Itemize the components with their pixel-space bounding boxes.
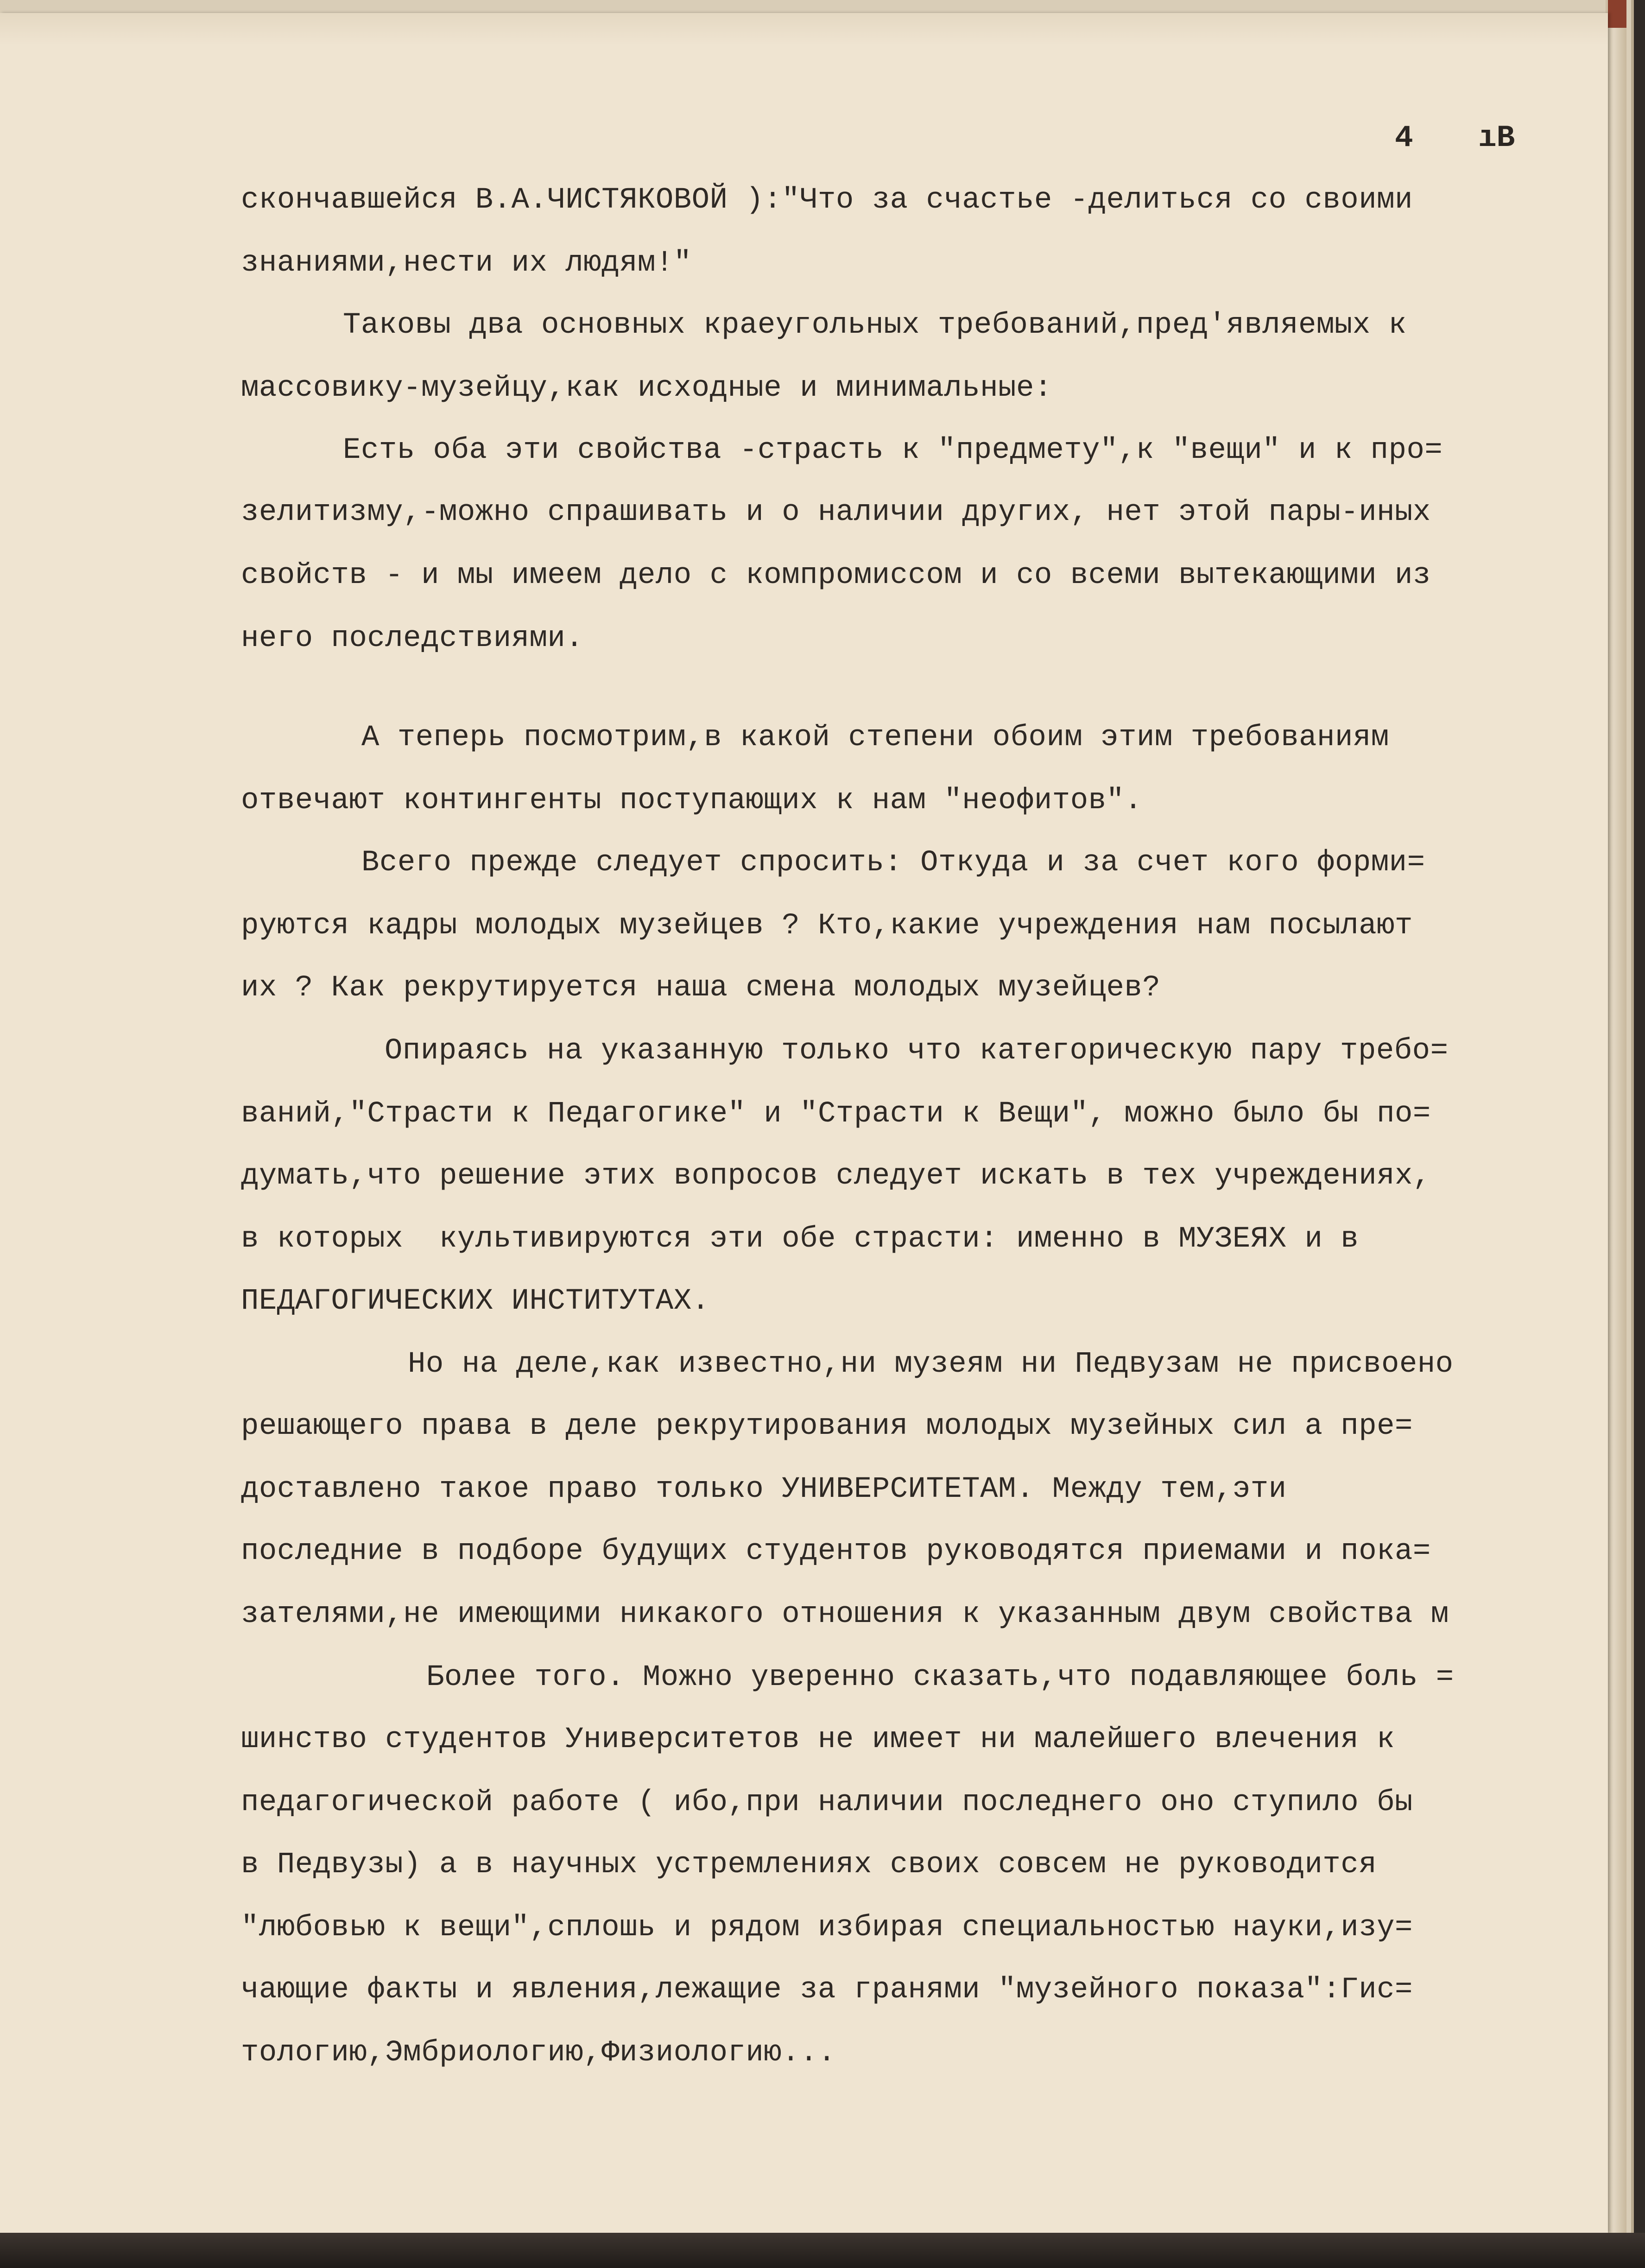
- text-line: Более того. Можно уверенно сказать,что подавляющее боль =: [426, 1661, 1454, 1694]
- binding-stripe: [1608, 0, 1626, 28]
- text-line: Всего прежде следует спросить: Откуда и за счет кого форми=: [361, 846, 1425, 880]
- text-line: отвечают контингенты поступающих к нам "неофитов".: [241, 784, 1143, 817]
- text-line: шинство студентов Университетов не имеет ни малейшего влечения к: [241, 1723, 1395, 1756]
- text-line: массовику-музейцу,как исходные и минимальные:: [241, 372, 1052, 405]
- text-line: тологию,Эмбриологию,Физиологию...: [241, 2036, 836, 2070]
- text-line: доставлено такое право только УНИВЕРСИТЕТАМ. Между тем,эти: [241, 1473, 1287, 1506]
- text-line: руются кадры молодых музейцев ? Кто,какие учреждения нам посылают: [241, 909, 1413, 943]
- text-line: зелитизму,-можно спрашивать и о наличии других, нет этой пары-иных: [241, 496, 1431, 529]
- text-line: Таковы два основных краеугольных требований,пред'являемых к: [343, 309, 1407, 342]
- text-line: Есть оба эти свойства -страсть к "предмету",к "вещи" и к про=: [343, 434, 1443, 467]
- text-line: их ? Как рекрутируется наша смена молодых музейцев?: [241, 971, 1161, 1005]
- folio-mark: ıB: [1478, 120, 1515, 155]
- text-line: Но на деле,как известно,ни музеям ни Педвузам не присвоено: [408, 1348, 1454, 1381]
- text-line: в которых культивируются эти обе страсти: именно в МУЗЕЯХ и в: [241, 1223, 1359, 1256]
- sheet-edge: [1606, 0, 1626, 2234]
- text-line: знаниями,нести их людям!": [241, 247, 692, 280]
- body-text: [0, 13, 1608, 2233]
- text-line: зателями,не имеющими никакого отношения к указанным двум свойства м: [241, 1598, 1449, 1631]
- text-line: последние в подборе будущих студентов руководятся приемами и пока=: [241, 1535, 1431, 1568]
- text-line: "любовью к вещи",сплошь и рядом избирая специальностью науки,изу=: [241, 1911, 1413, 1945]
- text-line: него последствиями.: [241, 622, 584, 655]
- scan-bottom-edge: [0, 2233, 1645, 2268]
- page-number: 4: [1395, 120, 1413, 155]
- text-line: ПЕДАГОГИЧЕСКИХ ИНСТИТУТАХ.: [241, 1285, 710, 1318]
- text-line: ваний,"Страсти к Педагогике" и "Страсти к Вещи", можно было бы по=: [241, 1097, 1431, 1131]
- text-line: скончавшейся В.А.ЧИСТЯКОВОЙ ):"Что за счастье -делиться со своими: [241, 184, 1413, 217]
- text-line: чающие факты и явления,лежащие за гранями "музейного показа":Гис=: [241, 1973, 1413, 2007]
- text-line: в Педвузы) а в научных устремлениях своих совсем не руководится: [241, 1848, 1377, 1882]
- text-line: свойств - и мы имеем дело с компромиссом и со всеми вытекающими из: [241, 559, 1431, 592]
- text-line: педагогической работе ( ибо,при наличии последнего оно ступило бы: [241, 1786, 1413, 1819]
- text-line: А теперь посмотрим,в какой степени обоим этим требованиям: [361, 721, 1389, 754]
- text-line: думать,что решение этих вопросов следует искать в тех учреждениях,: [241, 1159, 1431, 1193]
- text-line: решающего права в деле рекрутирования молодых музейных сил а пре=: [241, 1410, 1413, 1443]
- text-line: Опираясь на указанную только что категорическую пару требо=: [385, 1034, 1449, 1068]
- typewritten-page: [0, 13, 1608, 2233]
